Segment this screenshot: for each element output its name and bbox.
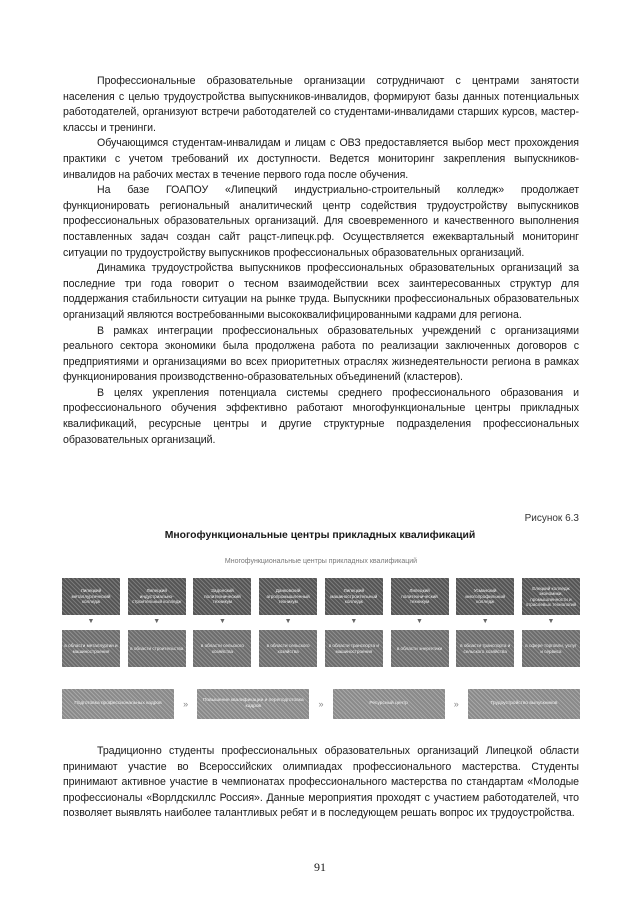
paragraph: Динамика трудоустройства выпускников профессиональных образовательных организаций за последние три года говорит о тесном взаимодействии всех заинтересованных структур для поддержания стабильности ситуации на рынке труда. Выпускники профессиональных образовательных организаций являются востребованными высококвалифицированными кадрами для региона.: [63, 262, 579, 321]
diagram-box-field: в сфере торговли, услуг и сервиса: [522, 630, 580, 667]
diagram-arrows: [62, 618, 580, 626]
diagram-box-function: Подготовка профессиональных кадров: [62, 689, 174, 719]
paragraph: В целях укрепления потенциала системы среднего профессионального образования и профессионального обучения эффективно работают многофункциональные центры прикладных квалификаций, ресурсные центры и другие структурные подразделения профессиональных образовательных организаций.: [63, 386, 579, 446]
diagram-box-college: Задонский политехнический техникум: [193, 578, 251, 615]
diagram-box-field: в области транспорта и машиностроения: [325, 630, 383, 667]
diagram: [62, 552, 580, 728]
diagram-box-field: в области сельского хозяйства: [259, 630, 317, 667]
body-text-top: [63, 74, 579, 448]
figure-caption: Рисунок 6.3: [524, 513, 579, 524]
diagram-box-college: Данковский агропромышленный техникум: [259, 578, 317, 615]
diagram-box-college: Липецкий индустриально-строительный колледж: [128, 578, 186, 615]
diagram-title: Многофункциональные центры прикладных квалификаций: [224, 558, 418, 565]
chevron-right-icon: »: [183, 699, 189, 709]
diagram-box-college: Липецкий машиностроительный колледж: [325, 578, 383, 615]
chevron-right-icon: »: [453, 699, 459, 709]
diagram-row-colleges: [62, 578, 580, 615]
diagram-row-functions: [62, 689, 580, 719]
diagram-box-field: в области энергетики: [391, 630, 449, 667]
arrow-down-icon: ▼: [481, 618, 489, 625]
body-text-bottom: [63, 744, 579, 822]
diagram-box-field: в области сельского хозяйства: [193, 630, 251, 667]
diagram-box-field: в области металлургии и машиностроения: [62, 630, 120, 667]
paragraph: В рамках интеграции профессиональных образовательных учреждений с организациями реального сектора экономики была продолжена работа по реализации заключенных договоров с предприятиями и организациями во всех приоритетных отраслях жизнедеятельности региона в рамках функционирования производственно-образовательных объединений (кластеров).: [63, 324, 579, 384]
arrow-down-icon: ▼: [284, 618, 292, 625]
diagram-box-function: Повышение квалификации и переподготовка кадров: [197, 689, 309, 719]
diagram-box-field: в области строительства: [128, 630, 186, 667]
chevron-right-icon: »: [318, 699, 324, 709]
diagram-box-function: Трудоустройство выпускников: [468, 689, 580, 719]
arrow-down-icon: ▼: [547, 618, 555, 625]
paragraph: На базе ГОАПОУ «Липецкий индустриально-строительный колледж» продолжает функционировать региональный аналитический центр содействия трудоустройству выпускников профессиональных образовательных организаций. Для своевременного и качественного выполнения поставленных задач создан сайт рацст-липецк.рф. Осуществляется ежеквартальный мониторинг ситуации по трудоустройству выпускников профессиональных образовательных организаций.: [63, 184, 579, 259]
arrow-down-icon: ▼: [218, 618, 226, 625]
diagram-box-function: Ресурсный центр: [333, 689, 445, 719]
arrow-down-icon: ▼: [350, 618, 358, 625]
arrow-down-icon: ▼: [87, 618, 95, 625]
paragraph: Обучающимся студентам-инвалидам и лицам с ОВЗ предоставляется выбор мест прохождения практики с учетом требований их доступности. Ведется мониторинг закрепления выпускников-инвалидов на рабочих местах в течение первого года после обучения.: [63, 137, 579, 181]
page-number: 91: [314, 860, 326, 874]
diagram-box-college: Усманский многопрофильный колледж: [456, 578, 514, 615]
arrow-down-icon: ▼: [416, 618, 423, 625]
diagram-box-field: в области транспорта и сельского хозяйства: [456, 630, 514, 667]
diagram-box-college: Елецкий колледж экономики, промышленности и отраслевых технологий: [522, 578, 580, 615]
figure-title: Многофункциональные центры прикладных квалификаций: [164, 530, 476, 541]
diagram-box-college: Липецкий политехнический техникум: [391, 578, 449, 615]
diagram-box-college: Липецкий металлургический колледж: [62, 578, 120, 615]
arrow-down-icon: ▼: [153, 618, 161, 625]
paragraph: Профессиональные образовательные организации сотрудничают с центрами занятости населения с целью трудоустройства выпускников-инвалидов, формируют базы данных потенциальных работодателей, организуют встречи работодателей со студентами-инвалидами старших курсов, мастер-классы и тренинги.: [63, 75, 579, 134]
paragraph: Традиционно студенты профессиональных образовательных организаций Липецкой области принимают участие во Всероссийских олимпиадах профессионального мастерства. Студенты принимают активное участие в чемпионатах профессионального мастерства по стандартам «Молодые профессионалы «Ворлдскиллс Россия». Данные мероприятия проходят с участием работодателей, что позволяет выявлять наиболее талантливых ребят и в последующем решать вопрос их трудоустройства.: [63, 745, 579, 820]
diagram-row-fields: [62, 630, 580, 667]
